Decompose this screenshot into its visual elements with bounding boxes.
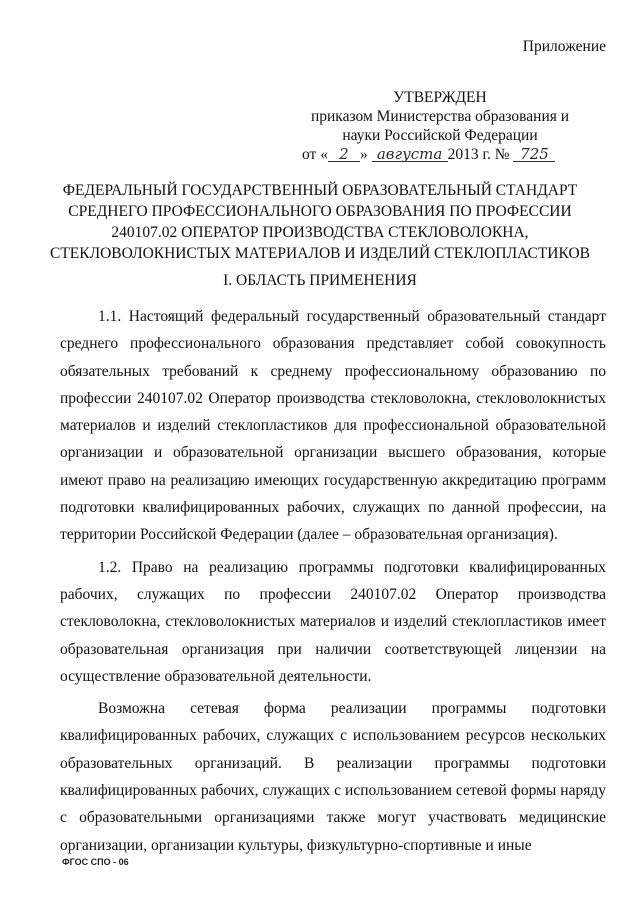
footer-code: ФГОС СПО - 06 bbox=[62, 857, 129, 867]
date-prefix: от « bbox=[302, 146, 328, 163]
approval-line-1: приказом Министерства образования и bbox=[310, 108, 570, 125]
paragraph-1-2: 1.2. Право на реализацию программы подготовки квалифицированных рабочих, служащих по профессии 240107.02 Оператор производства стекловолокна, стекловолокнистых материалов и изделий стеклопластиков имеет образовательная организация при наличии соответствующей лицензии на осуществление образовательной деятельности. bbox=[60, 558, 606, 685]
title-line-1: ФЕДЕРАЛЬНЫЙ ГОСУДАРСТВЕННЫЙ ОБРАЗОВАТЕЛЬНЫЙ СТАНДАРТ bbox=[62, 182, 578, 199]
appendix-label: Приложение bbox=[522, 38, 606, 55]
date-mid: » bbox=[359, 146, 368, 163]
approval-heading: УТВЕРЖДЕН bbox=[393, 89, 487, 106]
handwritten-day: 2 bbox=[328, 147, 360, 162]
approval-line-2: науки Российской Федерации bbox=[342, 127, 538, 144]
title-line-4: СТЕКЛОВОЛОКНИСТЫХ МАТЕРИАЛОВ И ИЗДЕЛИЙ СТЕКЛОПЛАСТИКОВ bbox=[49, 245, 590, 262]
handwritten-order-number: 725 bbox=[513, 147, 555, 162]
document-title bbox=[40, 180, 600, 264]
approval-date-line bbox=[290, 145, 590, 164]
year-text: 2013 г. № bbox=[447, 146, 510, 163]
handwritten-month: августа bbox=[372, 147, 448, 162]
paragraph-1-1: 1.1. Настоящий федеральный государственный образовательный стандарт среднего профессионального образования представляет собой совокупность обязательных требований к среднему профессиональному образованию по профессии 240107.02 Оператор производства стекловолокна, стекловолокнистых материалов и изделий стеклопластиков для профессиональной образовательной организации и образовательной организации высшего образования, которые имеют право на реализацию имеющих государственную аккредитацию программ подготовки квалифицированных рабочих, служащих по данной профессии, на территории Российской Федерации (далее – образовательная организация). bbox=[60, 308, 606, 544]
title-line-2: СРЕДНЕГО ПРОФЕССИОНАЛЬНОГО ОБРАЗОВАНИЯ ПО ПРОФЕССИИ bbox=[68, 203, 572, 220]
approval-block bbox=[290, 88, 590, 164]
paragraph-network-form: Возможна сетевая форма реализации программы подготовки квалифицированных рабочих, служащих с использованием ресурсов нескольких образовательных организаций. В реализации программы подготовки квалифицированных рабочих, служащих с использованием сетевой формы наряду с образовательными организациями также могут участвовать медицинские организации, организации культуры, физкультурно-спортивные и иные bbox=[60, 700, 606, 854]
body-text bbox=[60, 303, 606, 864]
section-title: I. ОБЛАСТЬ ПРИМЕНЕНИЯ bbox=[223, 272, 417, 289]
title-line-3: 240107.02 ОПЕРАТОР ПРОИЗВОДСТВА СТЕКЛОВОЛОКНА, bbox=[111, 224, 529, 241]
